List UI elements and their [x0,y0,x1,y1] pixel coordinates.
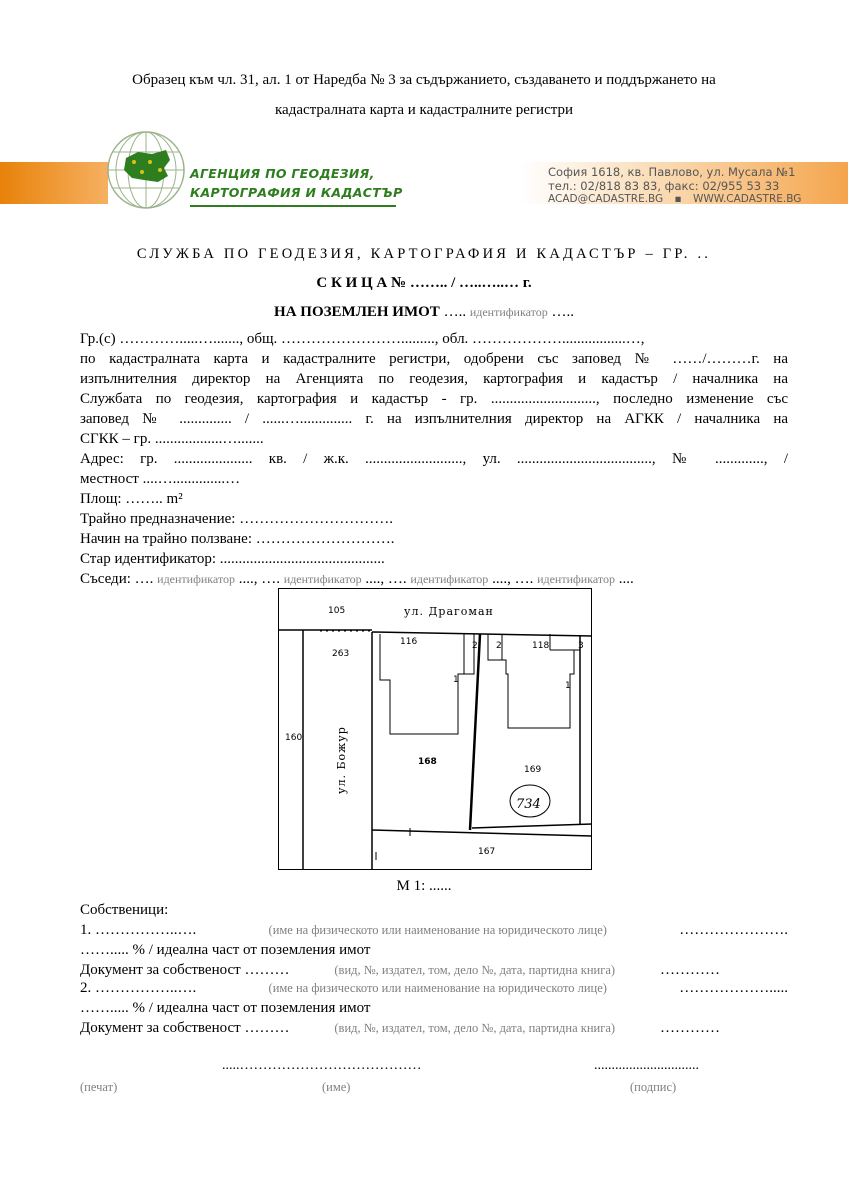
old-identifier-line: Стар идентификатор: ............................................ [80,551,385,567]
agency-website[interactable]: WWW.CADASTRE.BG [693,193,802,205]
map-label-1b: 1 [565,681,571,691]
form-reference-line1: Образец към чл. 31, ал. 1 от Наредба № 3 за съдържанието, създаването и поддържането на [132,72,716,88]
agency-contacts-line [548,193,808,205]
banner-left-band [0,162,108,204]
purpose-line: Трайно предназначение: …………………………. [80,511,393,527]
approval-line1: по кадастралната карта и кадастралните регистри, одобрени със заповед № ……/………г. на [80,351,788,367]
map-label-263: 263 [332,649,350,659]
map-label-1a: 1 [453,675,459,685]
map-label-168: 168 [418,757,437,767]
neighbours-line [80,571,634,588]
stamp-label: (печат) [80,1080,118,1094]
map-label-169: 169 [524,765,542,775]
owner-1-hint: (име на физическото или наименование на юридическото лице) [268,923,607,937]
form-reference-line2: кадастралната карта и кадастралните регистри [274,102,574,118]
neighbour-sep-2: ...., …. [361,571,411,587]
agency-name-line1: АГЕНЦИЯ ПО ГЕОДЕЗИЯ, [190,166,375,181]
cadastral-map [278,588,592,870]
owner-2-document [80,1020,720,1037]
owner-1-document-label: Документ за собственост ……… [80,962,290,978]
neighbour-identifier-4: идентификатор [537,572,615,586]
neighbours-label: Съседи: …. [80,571,158,587]
signature-name-dots: .....………………………………… [222,1058,422,1073]
agency-name-underline [190,205,396,207]
neighbour-end: .... [614,571,634,587]
owner-2-document-label: Документ за собственост ……… [80,1020,290,1036]
neighbour-identifier-1: идентификатор [157,572,236,586]
map-label-160: 160 [285,733,303,743]
approval-line5: СГКК – гр. ..................…....... [80,431,264,447]
agency-name-line2: КАРТОГРАФИЯ И КАДАСТЪР [190,185,403,200]
map-label-2b: 2 [496,641,502,651]
neighbour-identifier-3: идентификатор [410,572,489,586]
owner-1-document-hint: (вид, №, издател, том, дело №, дата, партидна книга) [334,963,616,977]
locality-line: местност ....…..............… [80,471,241,487]
owner-2-document-hint: (вид, №, издател, том, дело №, дата, партидна книга) [334,1021,616,1035]
map-label-105: 105 [328,606,346,616]
map-label-3: 3 [578,641,584,651]
agency-address: София 1618, кв. Павлово, ул. Мусала №1 [548,165,796,179]
approval-line2: изпълнителния директор на Агенцията по геодезия, картография и кадастър / началника на [80,371,788,387]
map-label-2a: 2 [472,641,478,651]
owner-2-share: ……..... % / идеална част от поземления имот [80,1000,371,1016]
map-label-street-dragoman: ул. Драгоман [404,605,494,618]
owner-1-document-dots: ………… [659,962,720,978]
map-label-street-bozhur: ул. Божур [335,726,348,794]
approval-line4: заповед № .............. / ......….............. г. на изпълнителния директор на АГКК / началника на [80,411,788,427]
signature-sign-dots: .............................. [594,1058,699,1073]
map-label-734: 734 [516,797,541,812]
owner-1-number: 1. ……………..…. [80,922,197,938]
neighbour-sep-1: ...., …. [235,571,284,587]
owner-2-line [80,980,788,997]
owner-1-share: ……..... % / идеална част от поземления имот [80,942,371,958]
sign-label: (подпис) [630,1080,677,1094]
contact-separator: ▪ [674,193,682,205]
service-title: СЛУЖБА ПО ГЕОДЕЗИЯ, КАРТОГРАФИЯ И КАДАСТЪР – ГР. .. [136,246,712,262]
owner-2-hint: (име на физическото или наименование на юридическото лице) [268,981,607,995]
neighbour-identifier-2: идентификатор [283,572,362,586]
map-label-116: 116 [400,637,418,647]
owners-label: Собственици: [80,902,169,918]
agency-phones: тел.: 02/818 83 83, факс: 02/955 53 33 [548,179,780,193]
owner-2-document-dots: ………… [659,1020,720,1036]
owner-1-document [80,962,720,979]
sketch-subtitle-identifier: идентификатор [469,305,548,319]
agency-globe-logo-icon [104,128,188,212]
sketch-title: С К И Ц А № …….. / …..…..… г. [316,275,532,291]
owner-1-dots: …………………. [679,922,788,938]
usage-line: Начин на трайно ползване: ………………………. [80,531,395,547]
location-line: Гр.(с) ………….....…......., общ. ……………………........., обл. ……………….................…, [80,331,645,347]
owner-2-number: 2. ……………..…. [80,980,197,996]
map-scale: М 1: ...... [396,878,452,894]
owner-1-line [80,922,788,939]
map-label-118: 118 [532,641,550,651]
sketch-subtitle-bold: НА ПОЗЕМЛЕН ИМОТ [274,304,440,320]
agency-email[interactable]: ACAD@CADASTRE.BG [548,193,664,205]
address-line: Адрес: гр. ..................... кв. / ж.к. .........................., ул. ...................................., № ............., / [80,451,788,467]
name-label: (име) [322,1080,351,1094]
approval-line3: Службата по геодезия, картография и кадастър - гр. ............................, последно изменение със [80,391,788,407]
sketch-subtitle-dots1: ….. [439,304,470,320]
owner-2-dots: ………………..... [679,980,788,996]
sketch-subtitle-dots2: ….. [547,304,574,320]
area-line: Площ: …….. m² [80,491,183,507]
map-label-167: 167 [478,847,496,857]
neighbour-sep-3: ...., …. [488,571,538,587]
sketch-subtitle [0,304,848,321]
